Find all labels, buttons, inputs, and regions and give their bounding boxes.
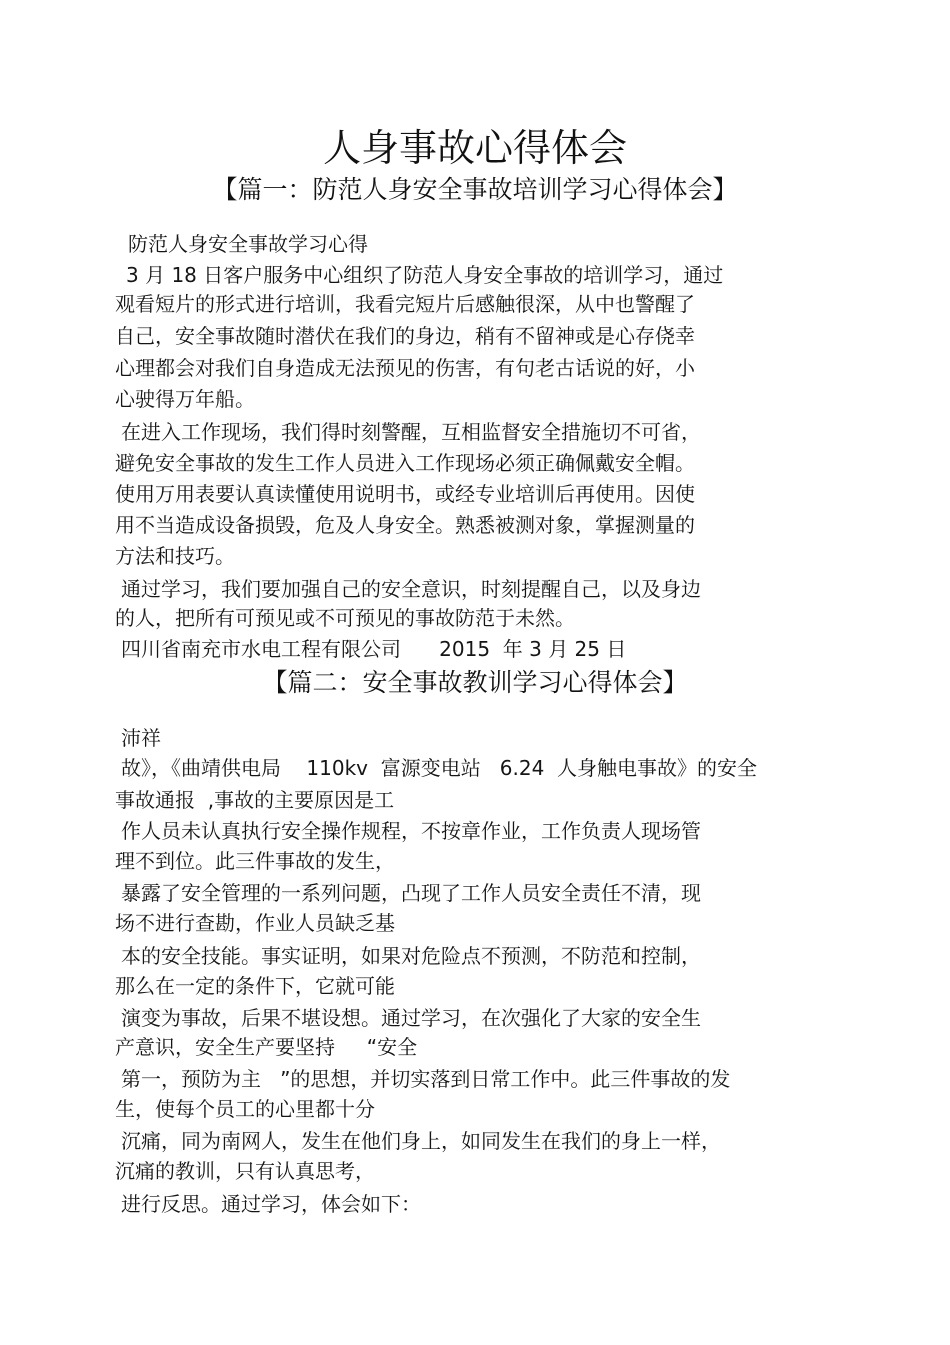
- paragraph-line: 本的安全技能。事实证明，如果对危险点不预测，不防范和控制，: [121, 944, 701, 968]
- paragraph-line: 防范人身安全事故学习心得: [128, 232, 368, 256]
- paragraph-line: 心理都会对我们自身造成无法预见的伤害，有句老古话说的好，小: [115, 356, 695, 380]
- section-heading-1: 【篇一：防范人身安全事故培训学习心得体会】: [212, 175, 738, 204]
- paragraph-line: 事故通报 ,事故的主要原因是工: [115, 788, 395, 812]
- paragraph-line: 3 月 18 日客户服务中心组织了防范人身安全事故的培训学习，通过: [126, 263, 724, 287]
- document-title: 人身事故心得体会: [322, 126, 627, 170]
- paragraph-line: 作人员未认真执行安全操作规程，不按章作业，工作负责人现场管: [121, 819, 701, 843]
- paragraph-line: 场不进行查勘，作业人员缺乏基: [115, 911, 395, 935]
- paragraph-line: 故》，《曲靖供电局 110kv 富源变电站 6.24 人身触电事故》的安全: [121, 756, 758, 780]
- paragraph-line: 沉痛的教训，只有认真思考，: [115, 1159, 375, 1183]
- signature-line: 四川省南充市水电工程有限公司 2015 年 3 月 25 日: [121, 637, 627, 661]
- paragraph-line: 暴露了安全管理的一系列问题，凸现了工作人员安全责任不清，现: [121, 881, 701, 905]
- paragraph-line: 那么在一定的条件下，它就可能: [115, 974, 395, 998]
- paragraph-line: 使用万用表要认真读懂使用说明书，或经专业培训后再使用。因使: [115, 482, 695, 506]
- paragraph-line: 在进入工作现场，我们得时刻警醒，互相监督安全措施切不可省，: [121, 420, 701, 444]
- paragraph-line: 方法和技巧。: [115, 544, 235, 568]
- paragraph-line: 生，使每个员工的心里都十分: [115, 1097, 375, 1121]
- paragraph-line: 心驶得万年船。: [115, 387, 255, 411]
- section-heading-2: 【篇二：安全事故教训学习心得体会】: [262, 668, 688, 697]
- paragraph-line: 进行反思。通过学习，体会如下：: [121, 1192, 421, 1216]
- paragraph-line: 自己，安全事故随时潜伏在我们的身边，稍有不留神或是心存侥幸: [115, 324, 695, 348]
- paragraph-line: 观看短片的形式进行培训，我看完短片后感触很深，从中也警醒了: [115, 292, 695, 316]
- paragraph-line: 通过学习，我们要加强自己的安全意识，时刻提醒自己，以及身边: [121, 577, 701, 601]
- paragraph-line: 用不当造成设备损毁，危及人身安全。熟悉被测对象，掌握测量的: [115, 513, 695, 537]
- paragraph-line: 产意识，安全生产要坚持 “安全: [115, 1035, 418, 1059]
- paragraph-line: 沛祥: [121, 726, 161, 750]
- paragraph-line: 避免安全事故的发生工作人员进入工作现场必须正确佩戴安全帽。: [115, 451, 695, 475]
- paragraph-line: 第一，预防为主 ”的思想，并切实落到日常工作中。此三件事故的发: [121, 1067, 731, 1091]
- paragraph-line: 演变为事故，后果不堪设想。通过学习，在次强化了大家的安全生: [121, 1006, 701, 1030]
- paragraph-line: 的人，把所有可预见或不可预见的事故防范于未然。: [115, 606, 575, 630]
- paragraph-line: 理不到位。此三件事故的发生，: [115, 849, 395, 873]
- paragraph-line: 沉痛，同为南网人，发生在他们身上，如同发生在我们的身上一样，: [121, 1129, 721, 1153]
